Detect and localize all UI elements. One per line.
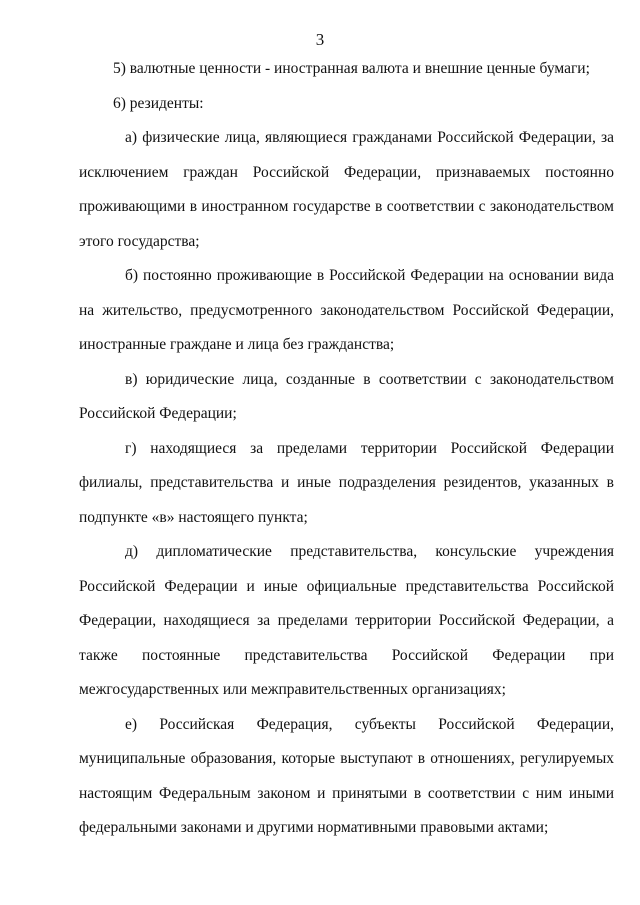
paragraph-subitem-d: д) дипломатические представительства, консульские учреждения Российской Федерации и иные официальные представительства Российской Федерации, находящиеся за пределами территории Российской Федерации, а также постоянные представительства Российской Федерации при межгосударственных или межправительственных организациях; bbox=[79, 543, 614, 698]
paragraph-subitem-b: б) постоянно проживающие в Российской Федерации на основании вида на жительство, предусмотренного законодательством Российской Федерации, иностранные граждане и лица без гражданства; bbox=[79, 267, 614, 353]
document-body bbox=[79, 52, 614, 846]
paragraph-subitem-v: в) юридические лица, созданные в соответствии с законодательством Российской Федерации; bbox=[79, 370, 614, 422]
paragraph-subitem-g: г) находящиеся за пределами территории Российской Федерации филиалы, представительства и иные подразделения резидентов, указанных в подпункте «в» настоящего пункта; bbox=[79, 439, 614, 526]
paragraph-subitem-e: е) Российская Федерация, субъекты Российской Федерации, муниципальные образования, которые выступают в отношениях, регулируемых настоящим Федеральным законом и принятыми в соответствии с ним иными федеральными законами и другими нормативными правовыми актами; bbox=[79, 715, 614, 836]
paragraph-item-5: 5) валютные ценности - иностранная валюта и внешние ценные бумаги; bbox=[113, 60, 590, 77]
paragraph-subitem-a: а) физические лица, являющиеся гражданами Российской Федерации, за исключением граждан Российской Федерации, признаваемых постоянно проживающими в иностранном государстве в соответствии с законодательством этого государства; bbox=[79, 129, 614, 250]
paragraph-item-6: 6) резиденты: bbox=[113, 94, 204, 112]
page-number: 3 bbox=[315, 30, 325, 49]
